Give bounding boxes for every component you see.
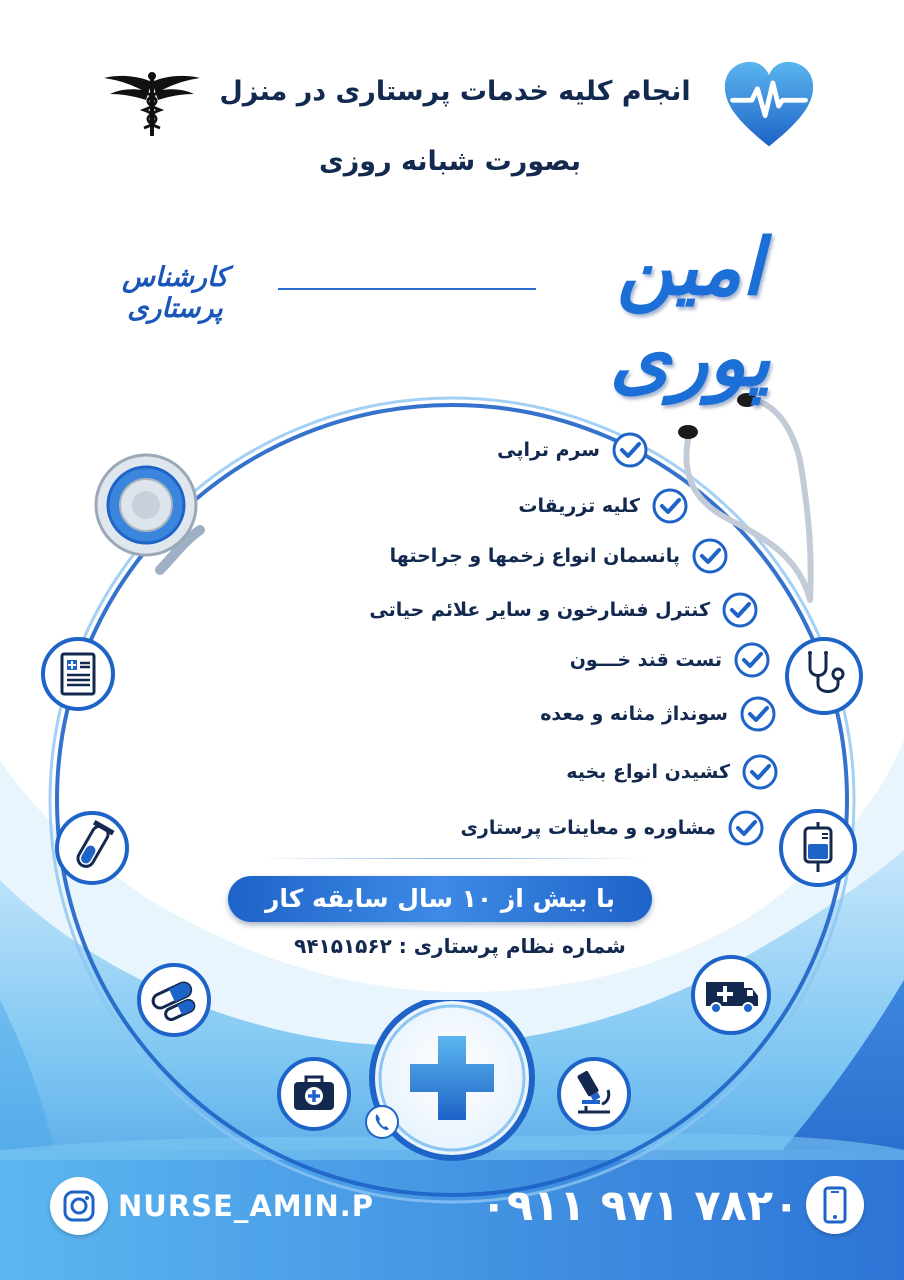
phone-icon <box>364 1104 400 1140</box>
test-tube-icon <box>54 810 130 886</box>
service-label: کشیدن انواع بخیه <box>566 761 730 783</box>
instagram-handle[interactable] <box>50 1176 374 1236</box>
service-item <box>540 696 776 732</box>
experience-banner: با بیش از ۱۰ سال سابقه کار <box>228 876 652 922</box>
mobile-phone-icon <box>806 1176 864 1234</box>
service-item <box>497 432 648 468</box>
check-icon <box>734 642 770 678</box>
microscope-icon <box>556 1056 632 1132</box>
check-icon <box>742 754 778 790</box>
phone-number[interactable]: ۰۹۱۱ ۹۷۱ ۷۸۲۰ <box>480 1181 800 1231</box>
heartbeat-icon <box>720 58 818 154</box>
medical-report-icon <box>40 636 116 712</box>
caduceus-icon <box>102 70 202 138</box>
pills-icon <box>136 962 212 1038</box>
check-icon <box>728 810 764 846</box>
service-label: سرم تراپی <box>497 439 600 461</box>
job-title: کارشناس پرستاری <box>121 262 229 324</box>
instagram-icon <box>50 1177 108 1235</box>
service-item <box>369 592 758 628</box>
check-icon <box>692 538 728 574</box>
stethoscope-icon <box>784 636 864 716</box>
ambulance-icon <box>690 954 772 1036</box>
service-item <box>390 538 728 574</box>
check-icon <box>652 488 688 524</box>
check-icon <box>612 432 648 468</box>
service-item <box>570 642 770 678</box>
medical-cross-icon <box>362 1000 542 1180</box>
header-line-1: انجام کلیه خدمات پرستاری در منزل <box>219 76 691 107</box>
service-label: کنترل فشارخون و سایر علائم حیاتی <box>369 599 710 621</box>
nurse-name: امین پوری <box>609 222 771 404</box>
header-line-2: بصورت شبانه روزی <box>319 146 581 177</box>
service-label: کلیه تزریقات <box>518 495 640 517</box>
service-label: مشاوره و معاینات پرستاری <box>460 817 716 839</box>
service-label: تست قند خـــون <box>569 649 722 671</box>
divider-line <box>278 288 536 290</box>
license-number: شماره نظام پرستاری : ۹۴۱۵۱۵۶۲ <box>294 934 626 958</box>
service-item <box>461 810 764 846</box>
service-label: پانسمان انواع زخمها و جراحتها <box>389 545 680 567</box>
first-aid-kit-icon <box>276 1056 352 1132</box>
iv-bag-icon <box>778 808 858 888</box>
instagram-username: NURSE_AMIN.P <box>118 1189 374 1223</box>
check-icon <box>740 696 776 732</box>
service-item <box>518 488 688 524</box>
service-label: سونداژ مثانه و معده <box>540 703 728 725</box>
check-icon <box>722 592 758 628</box>
separator <box>258 858 648 859</box>
service-item <box>566 754 778 790</box>
